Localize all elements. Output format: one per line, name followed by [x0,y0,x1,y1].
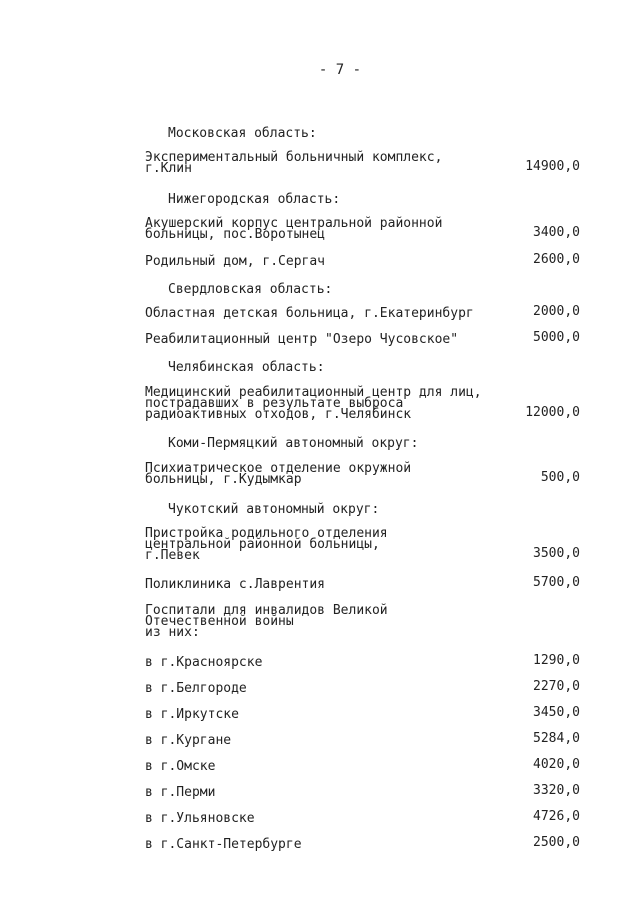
region-heading-moscow: Московская область: [168,126,317,141]
list-item [145,152,580,174]
list-item [145,304,580,321]
list-item [145,757,580,774]
item-value: 4726,0 [533,809,580,824]
item-value: 3450,0 [533,705,580,720]
item-name: в г.Омске [145,759,216,774]
item-name: Областная детская больница, г.Екатеринбург [145,306,474,321]
item-name: Поликлиника с.Лаврентия [145,577,326,592]
item-value: 500,0 [540,470,580,485]
item-name: в г.Кургане [145,733,232,748]
item-name: в г.Красноярске [145,655,263,670]
item-name: Пристройка родильного отделения центральной районной больницы, г.Певек [145,526,388,563]
list-item [145,835,580,852]
list-item [145,387,580,420]
item-name: в г.Ульяновске [145,811,255,826]
item-value: 3320,0 [533,783,580,798]
item-value: 2500,0 [533,835,580,850]
item-value: 2270,0 [533,679,580,694]
item-name: Родильный дом, г.Сергач [145,254,326,269]
list-item [145,809,580,826]
item-value: 2600,0 [533,252,580,267]
list-item [145,783,580,800]
region-heading-chelyabinsk: Челябинская область: [168,360,325,375]
item-value: 3400,0 [533,225,580,240]
item-name: в г.Перми [145,785,216,800]
item-name: Госпитали для инвалидов Великой Отечественной войны из них: [145,603,388,640]
item-value: 5000,0 [533,330,580,345]
list-item [145,330,580,347]
region-heading-chukotka: Чукотский автономный округ: [168,502,380,517]
list-item [145,605,580,638]
item-name: в г.Белгороде [145,681,247,696]
list-item [145,653,580,670]
list-item [145,575,580,592]
item-value: 14900,0 [525,159,580,174]
region-heading-nizhny-novgorod: Нижегородская область: [168,192,341,207]
item-name: Реабилитационный центр "Озеро Чусовское" [145,332,459,347]
item-name: Медицинский реабилитационный центр для лиц, пострадавших в результате выброса радиоактивных отходов, г.Челябинск [145,385,482,422]
list-item [145,463,580,485]
list-item [145,528,580,561]
list-item [145,705,580,722]
region-heading-komi-permyak: Коми-Пермяцкий автономный округ: [168,436,419,451]
item-value: 5700,0 [533,575,580,590]
item-name: Экспериментальный больничный комплекс, г.Клин [145,150,443,176]
item-name: в г.Санкт-Петербурге [145,837,302,852]
list-item [145,731,580,748]
item-value: 5284,0 [533,731,580,746]
item-value: 4020,0 [533,757,580,772]
item-value: 3500,0 [533,546,580,561]
item-name: Акушерский корпус центральной районной больницы, пос.Воротынец [145,216,443,242]
item-value: 12000,0 [525,405,580,420]
item-name: Психиатрическое отделение окружной больницы, г.Кудымкар [145,461,412,487]
region-heading-sverdlovsk: Свердловская область: [168,282,333,297]
item-value: 2000,0 [533,304,580,319]
page-number: - 7 - [318,62,362,78]
list-item [145,679,580,696]
list-item [145,218,580,240]
list-item [145,252,580,269]
item-value: 1290,0 [533,653,580,668]
item-name: в г.Иркутске [145,707,239,722]
